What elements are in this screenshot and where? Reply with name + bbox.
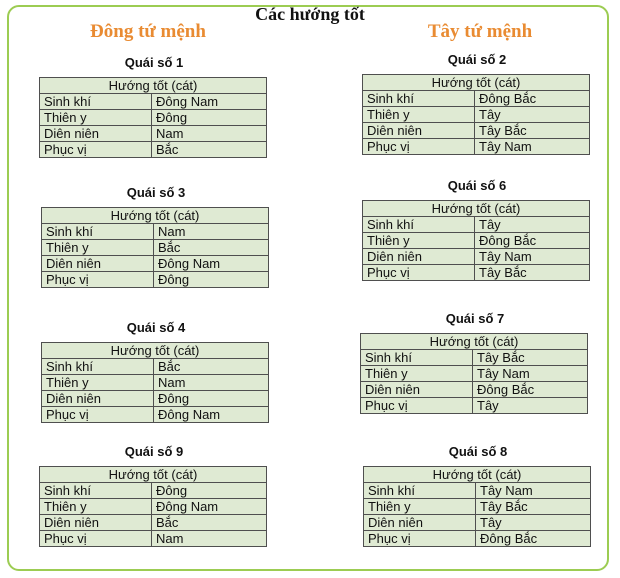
group-title-dong: Đông tứ mệnh <box>90 21 206 42</box>
direction-value: Tây <box>476 515 591 531</box>
direction-key: Phục vị <box>361 398 473 414</box>
direction-value: Nam <box>152 126 267 142</box>
direction-value: Đông Bắc <box>476 531 591 547</box>
table-row <box>42 240 269 256</box>
table-row <box>363 91 590 107</box>
direction-value: Đông Nam <box>154 256 269 272</box>
direction-value: Tây Nam <box>475 249 590 265</box>
table-row <box>364 531 591 547</box>
direction-key: Sinh khí <box>42 359 154 375</box>
table-header: Hướng tốt (cát) <box>42 208 269 224</box>
direction-table <box>360 333 588 414</box>
table-row <box>42 391 269 407</box>
direction-key: Diên niên <box>40 515 152 531</box>
direction-key: Phục vị <box>40 142 152 158</box>
table-row <box>364 499 591 515</box>
direction-table <box>41 207 269 288</box>
direction-value: Đông Bắc <box>475 91 590 107</box>
table-row <box>361 366 588 382</box>
direction-key: Diên niên <box>42 256 154 272</box>
direction-key: Thiên y <box>361 366 473 382</box>
table-row <box>42 375 269 391</box>
table-header: Hướng tốt (cát) <box>363 75 590 91</box>
direction-value: Bắc <box>154 240 269 256</box>
direction-key: Sinh khí <box>363 217 475 233</box>
direction-table <box>362 74 590 155</box>
direction-key: Diên niên <box>42 391 154 407</box>
direction-block <box>362 177 592 281</box>
direction-key: Sinh khí <box>40 483 152 499</box>
direction-key: Thiên y <box>363 107 475 123</box>
direction-key: Diên niên <box>364 515 476 531</box>
block-heading: Quái số 2 <box>447 52 507 67</box>
table-row <box>40 531 267 547</box>
table-header: Hướng tốt (cát) <box>40 467 267 483</box>
table-row <box>42 407 269 423</box>
direction-key: Diên niên <box>361 382 473 398</box>
direction-key: Phục vị <box>363 265 475 281</box>
table-row <box>42 224 269 240</box>
direction-table <box>41 342 269 423</box>
direction-key: Diên niên <box>363 249 475 265</box>
direction-value: Tây <box>475 217 590 233</box>
direction-value: Đông <box>152 483 267 499</box>
direction-value: Tây Nam <box>476 483 591 499</box>
direction-value: Đông Bắc <box>475 233 590 249</box>
table-row <box>363 233 590 249</box>
direction-key: Diên niên <box>363 123 475 139</box>
table-row <box>361 398 588 414</box>
table-header: Hướng tốt (cát) <box>42 343 269 359</box>
table-row <box>40 515 267 531</box>
table-row <box>363 249 590 265</box>
direction-value: Đông Bắc <box>473 382 588 398</box>
direction-key: Sinh khí <box>42 224 154 240</box>
direction-table <box>39 77 267 158</box>
table-row <box>363 217 590 233</box>
table-row <box>361 350 588 366</box>
direction-value: Nam <box>154 224 269 240</box>
direction-key: Sinh khí <box>40 94 152 110</box>
table-header: Hướng tốt (cát) <box>361 334 588 350</box>
direction-block <box>41 319 271 423</box>
table-header: Hướng tốt (cát) <box>363 201 590 217</box>
table-row <box>363 123 590 139</box>
direction-value: Nam <box>154 375 269 391</box>
direction-value: Tây Bắc <box>475 123 590 139</box>
table-row <box>363 139 590 155</box>
direction-key: Thiên y <box>364 499 476 515</box>
table-row <box>40 483 267 499</box>
group-title-tay: Tây tứ mệnh <box>427 21 533 42</box>
table-row <box>42 272 269 288</box>
direction-value: Nam <box>152 531 267 547</box>
table-row <box>364 483 591 499</box>
direction-value: Đông Nam <box>152 499 267 515</box>
direction-key: Thiên y <box>363 233 475 249</box>
direction-value: Tây <box>475 107 590 123</box>
direction-value: Đông <box>154 272 269 288</box>
table-row <box>40 94 267 110</box>
direction-value: Tây Nam <box>475 139 590 155</box>
direction-key: Sinh khí <box>364 483 476 499</box>
direction-value: Bắc <box>152 515 267 531</box>
table-row <box>364 515 591 531</box>
direction-key: Thiên y <box>42 240 154 256</box>
table-row <box>363 265 590 281</box>
table-row <box>42 359 269 375</box>
direction-table <box>362 200 590 281</box>
table-row <box>40 142 267 158</box>
table-row <box>363 107 590 123</box>
page-title: Các hướng tốt <box>255 4 365 24</box>
direction-block <box>360 310 590 414</box>
direction-value: Bắc <box>152 142 267 158</box>
direction-key: Sinh khí <box>361 350 473 366</box>
direction-block <box>39 443 269 547</box>
block-heading: Quái số 4 <box>126 320 186 335</box>
direction-key: Sinh khí <box>363 91 475 107</box>
direction-key: Phục vị <box>363 139 475 155</box>
direction-value: Tây Bắc <box>475 265 590 281</box>
direction-value: Tây <box>473 398 588 414</box>
block-heading: Quái số 9 <box>124 444 184 459</box>
direction-key: Diên niên <box>40 126 152 142</box>
direction-table <box>363 466 591 547</box>
table-row <box>40 499 267 515</box>
direction-value: Tây Nam <box>473 366 588 382</box>
block-heading: Quái số 3 <box>126 185 186 200</box>
direction-block <box>41 184 271 288</box>
block-heading: Quái số 1 <box>124 55 184 70</box>
table-row <box>40 126 267 142</box>
direction-value: Đông Nam <box>152 94 267 110</box>
table-header: Hướng tốt (cát) <box>40 78 267 94</box>
block-heading: Quái số 7 <box>445 311 505 326</box>
block-heading: Quái số 6 <box>447 178 507 193</box>
direction-block <box>363 443 593 547</box>
block-heading: Quái số 8 <box>448 444 508 459</box>
direction-value: Đông <box>154 391 269 407</box>
direction-key: Thiên y <box>40 499 152 515</box>
direction-value: Bắc <box>154 359 269 375</box>
direction-value: Đông <box>152 110 267 126</box>
direction-key: Thiên y <box>40 110 152 126</box>
table-header: Hướng tốt (cát) <box>364 467 591 483</box>
direction-key: Phục vị <box>364 531 476 547</box>
direction-value: Tây Bắc <box>473 350 588 366</box>
table-row <box>40 110 267 126</box>
direction-key: Phục vị <box>40 531 152 547</box>
direction-block <box>362 51 592 155</box>
direction-table <box>39 466 267 547</box>
direction-key: Phục vị <box>42 272 154 288</box>
direction-value: Tây Bắc <box>476 499 591 515</box>
direction-value: Đông Nam <box>154 407 269 423</box>
direction-block <box>39 54 269 158</box>
table-row <box>361 382 588 398</box>
table-row <box>42 256 269 272</box>
direction-key: Phục vị <box>42 407 154 423</box>
direction-key: Thiên y <box>42 375 154 391</box>
